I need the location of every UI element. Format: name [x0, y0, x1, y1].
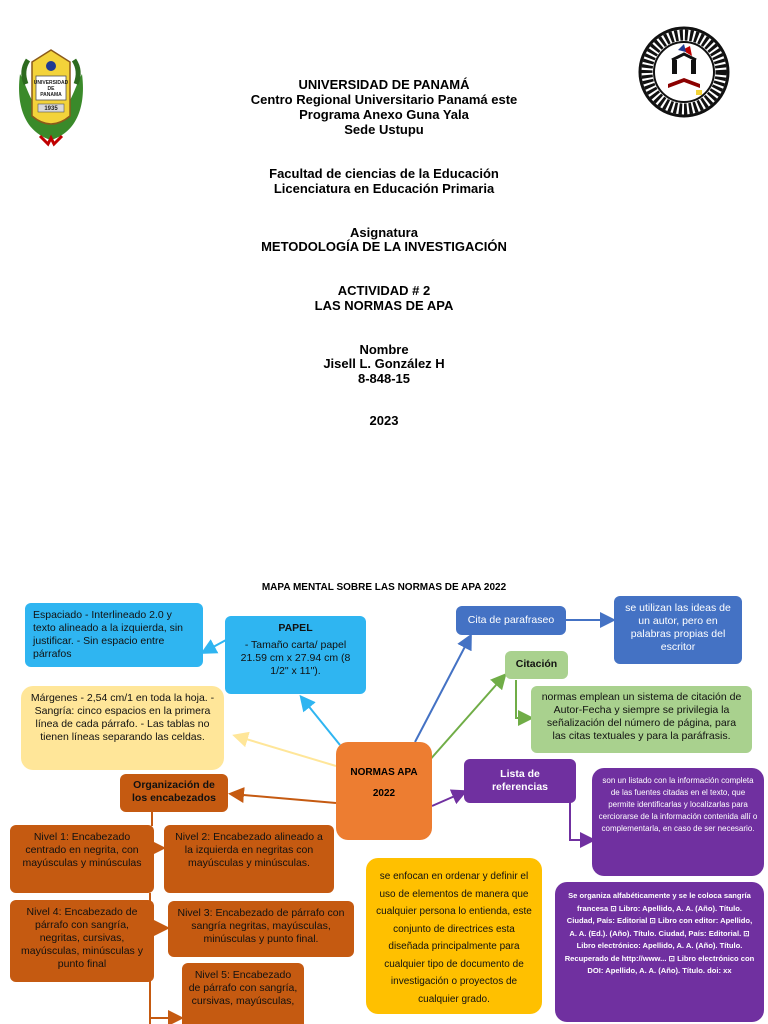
year: 2023 — [369, 413, 399, 428]
svg-text:UNIVERSIDAD: UNIVERSIDAD — [33, 80, 69, 86]
node-lista-orden — [555, 882, 764, 1022]
node-cita-parafraseo — [456, 606, 566, 635]
margenes-text: Márgenes - 2,54 cm/1 en toda la hoja. - Sangría: cinco espacios en la primera línea de cada párrafo. - Las tablas no tienen líneas separando las celdas. — [30, 692, 215, 743]
node-citacion-desc — [531, 686, 752, 753]
node-lista-referencias — [464, 759, 576, 803]
node-citacion — [505, 651, 568, 679]
enfocan-text: se enfocan en ordenar y definir el uso de elementos de manera que cualquier persona lo entienda, este conjunto de directrices esta diseñada principalmente para cualquier tipo de documento de investigación o proyectos de cualquier grado. — [376, 871, 532, 1005]
program-name: Programa Anexo Guna Yala — [299, 107, 469, 122]
node-nivel-3 — [168, 901, 354, 957]
svg-text:PANAMA: PANAMA — [40, 92, 62, 98]
node-nivel-5 — [182, 963, 304, 1024]
node-papel — [225, 616, 366, 694]
espaciado-text: Espaciado - Interlineado 2.0 y texto alineado a la izquierda, sin justificar. - Sin espacio entre párrafos — [33, 609, 184, 660]
nivel-1-text: Nivel 1: Encabezado centrado en negrita, con mayúsculas y minúsculas — [22, 831, 142, 869]
node-lista-desc — [592, 768, 764, 876]
node-parafraseo-desc — [614, 596, 742, 664]
citacion-label: Citación — [515, 658, 558, 670]
nivel-4-text: Nivel 4: Encabezado de párrafo con sangría, negritas, cursivas, mayúsculas, minúsculas y punto final — [21, 906, 143, 970]
node-nivel-1 — [10, 825, 154, 893]
mindmap-title: MAPA MENTAL SOBRE LAS NORMAS DE APA 2022 — [261, 582, 507, 593]
nivel-3-text: Nivel 3: Encabezado de párrafo con sangría negritas, mayúsculas, minúsculas y punto final. — [177, 907, 345, 945]
subject-label: Asignatura — [350, 225, 418, 240]
university-name: UNIVERSIDAD DE PANAMÁ — [298, 77, 470, 92]
papel-title: PAPEL — [278, 622, 313, 634]
degree-name: Licenciatura en Educación Primaria — [273, 181, 495, 196]
nivel-2-text: Nivel 2: Encabezado alineado a la izquierda en negritas con mayúsculas y minúsculas. — [175, 831, 323, 869]
center-title: NORMAS APA — [350, 767, 418, 778]
papel-text: - Tamaño carta/ papel 21.59 cm x 27.94 cm (8 1/2" x 11"). — [240, 639, 351, 677]
name-label: Nombre — [359, 342, 409, 357]
activity-title: LAS NORMAS DE APA — [314, 298, 454, 313]
nivel-5-text: Nivel 5: Encabezado de párrafo con sangría, cursivas, mayúsculas, — [188, 969, 298, 1007]
faculty-name: Facultad de ciencias de la Educación — [269, 166, 499, 181]
organizacion-label: Organización de los encabezados — [131, 779, 217, 804]
citacion-desc-text: normas emplean un sistema de citación de Autor-Fecha y siempre se privilegia la señalización del número de página, para las citas textuales y para la paráfrasis. — [541, 691, 742, 742]
node-center-normas-apa — [336, 742, 432, 840]
center-year: 2022 — [372, 788, 396, 799]
activity-number: ACTIVIDAD # 2 — [337, 283, 431, 298]
svg-text:DE: DE — [47, 86, 55, 92]
parafraseo-desc-text: se utilizan las ideas de un autor, pero en palabras propias del escritor — [625, 602, 731, 653]
node-nivel-2 — [164, 825, 334, 893]
svg-text:1935: 1935 — [44, 106, 58, 112]
lista-referencias-label: Lista de referencias — [491, 768, 549, 793]
student-id: 8-848-15 — [357, 371, 411, 386]
node-enfocan — [366, 858, 542, 1014]
subject-name: METODOLOGÍA DE LA INVESTIGACIÓN — [261, 239, 507, 254]
node-margenes — [21, 686, 224, 770]
node-organizacion-encabezados — [120, 774, 228, 812]
lista-orden-text: Se organiza alfabéticamente y se le coloca sangría francesa ⊡ Libro: Apellido, A. A. (Año). Título. Ciudad, País: Editorial ⊡ Libro con editor: Apellido, A. A. (Ed.). (Año). Título. Ciudad, País: Editorial. ⊡ Libro electrónico: Apellido, A. A. (Año). Título. Recuperado de http://www... ⊡ Libro electrónico con DOI: Apellido, A. A. (Año). Título. doi: xx — [564, 891, 755, 975]
node-espaciado — [25, 603, 203, 667]
student-name: Jisell L. González H — [323, 356, 445, 371]
lista-desc-text: son un listado con la información completa de las fuentes citadas en el texto, que permite identificarlas y localizarlas para cerciorarse de la información contenida allí o complementarla, en caso de ser necesario. — [598, 776, 758, 833]
cita-parafraseo-label: Cita de parafraseo — [467, 614, 555, 626]
node-nivel-4 — [10, 900, 154, 982]
regional-center: Centro Regional Universitario Panamá este — [250, 92, 518, 107]
site-name: Sede Ustupu — [344, 122, 424, 137]
